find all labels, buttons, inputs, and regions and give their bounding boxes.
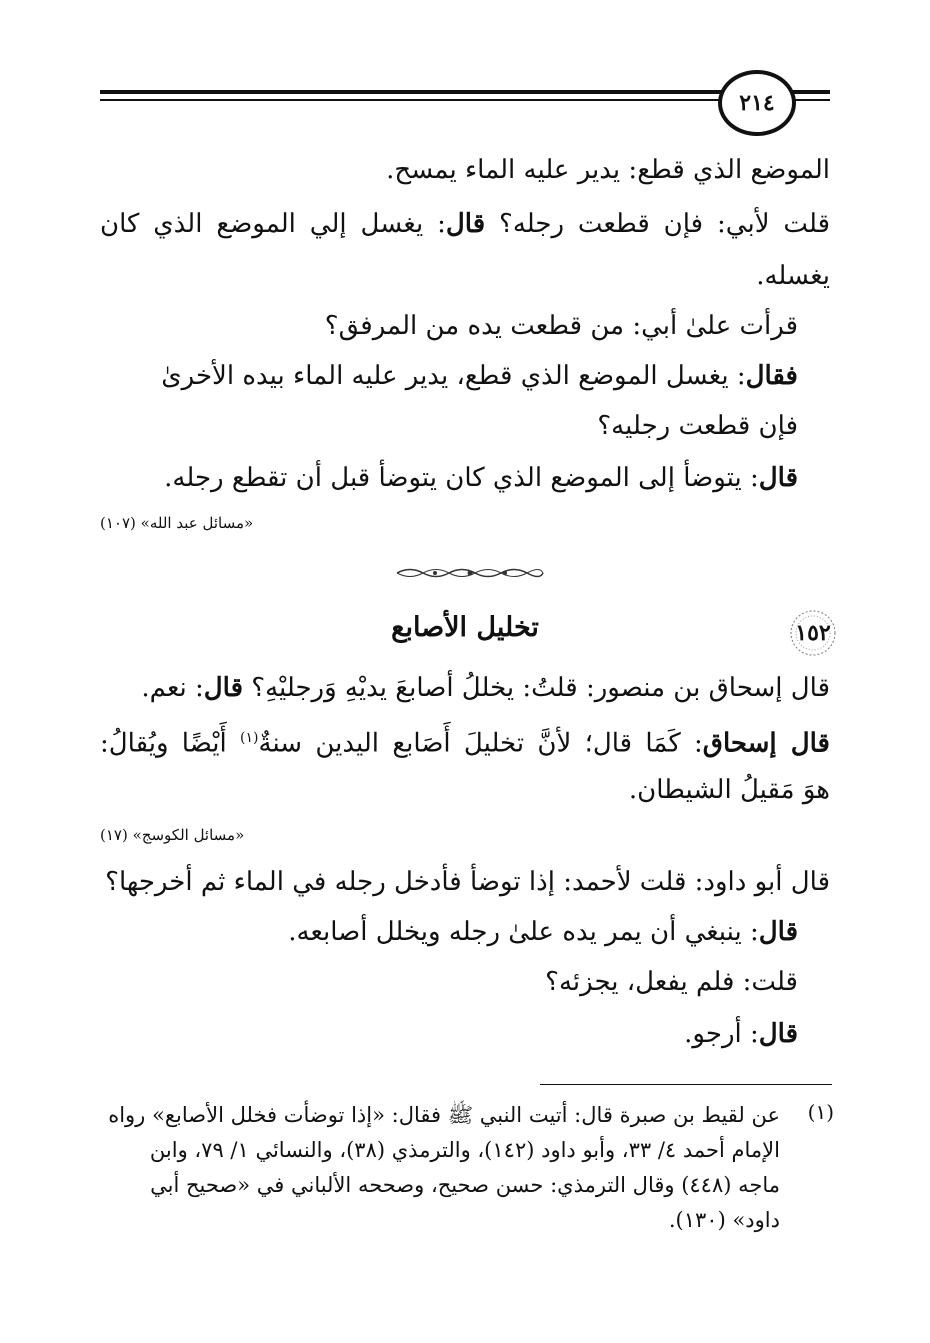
line-text: قال أبو داود: قلت لأحمد: إذا توضأ فأدخل رجله في الماء ثم أخرجها؟: [105, 867, 830, 897]
text-line: [100, 458, 798, 498]
footnote-marker: (١): [807, 1100, 834, 1124]
speaker-label: قال: [758, 1019, 798, 1049]
text-line: [100, 668, 830, 708]
line-text: فإن قطعت رجليه؟: [597, 411, 798, 441]
footnote-line: عن لقيط بن صبرة قال: أتيت النبي ﷺ فقال: «إذا توضأت فخلل الأصابع» رواه: [108, 1103, 780, 1127]
line-text: يغسله.: [756, 261, 830, 291]
text-line: [100, 1014, 798, 1054]
text-line: [100, 204, 830, 244]
speaker-label: قال: [758, 463, 798, 493]
text-line: [100, 356, 798, 396]
speaker-label: قال إسحاق: [702, 728, 830, 759]
speaker-label: قال: [445, 209, 486, 239]
text-line: [100, 862, 830, 902]
line-text: قال إسحاق بن منصور: قلتُ: يخللُ أصابعَ يديْهِ وَرجليْهِ؟: [243, 673, 830, 703]
text-line: [100, 962, 798, 1002]
footnote-line: الإمام أحمد ٤/ ٣٣، وأبو داود (١٤٢)، والترمذي (٣٨)، والنسائي ١/ ٧٩، وابن: [149, 1138, 780, 1162]
section-number: ١٥٢: [795, 620, 831, 646]
footnote-separator: [540, 1084, 832, 1085]
line-text: قلت: فلم يفعل، يجزئه؟: [545, 967, 798, 997]
line-text: : كَمَا قال؛ لأنَّ تخليلَ أَصَابع اليدين سنةٌ: [258, 728, 703, 759]
line-text: : يغسل الموضع الذي قطع، يدير عليه الماء بيده الأخرىٰ: [161, 361, 746, 391]
page-number-badge: [718, 70, 796, 136]
line-text: : نعم.: [141, 673, 204, 703]
line-text: : يغسل إلي الموضع الذي كان: [100, 209, 446, 239]
text-line: [100, 718, 830, 764]
line-text: هوَ مَقيلُ الشيطان.: [628, 775, 830, 805]
line-text: : يتوضأ إلى الموضع الذي كان يتوضأ قبل أن تقطع رجله.: [164, 463, 759, 493]
line-text: الموضع الذي قطع: يدير عليه الماء يمسح.: [386, 155, 830, 185]
footnote-line: ماجه (٤٤٨) وقال الترمذي: حسن صحيح، وصححه الألباني في «صحيح أبي: [150, 1173, 780, 1197]
line-text: قرأت علىٰ أبي: من قطعت يده من المرفق؟: [324, 311, 798, 341]
text-line: [100, 912, 798, 952]
line-text: أَيْضًا ويُقالُ:: [100, 728, 241, 759]
source-text: «مسائل عبد الله» (١٠٧): [100, 514, 254, 532]
text-line: [100, 770, 830, 810]
line-text: : أرجو.: [684, 1019, 759, 1049]
divider-ornament: [395, 566, 545, 580]
line-text: : ينبغي أن يمر يده علىٰ رجله ويخلل أصابعه.: [288, 917, 759, 947]
speaker-label: قال: [203, 673, 244, 703]
line-text: قلت لأبي: فإن قطعت رجله؟: [485, 209, 831, 239]
speaker-label: قال: [758, 917, 798, 947]
source-citation: [100, 826, 830, 844]
footnote-ref[interactable]: (١): [240, 730, 259, 746]
text-line: [100, 256, 830, 296]
source-citation: [100, 514, 830, 532]
text-line: [100, 406, 798, 446]
source-text: «مسائل الكوسج» (١٧): [100, 826, 245, 844]
section-title: تخليل الأصابع: [391, 612, 539, 643]
text-line: [100, 150, 830, 190]
text-line: [100, 306, 798, 346]
page-number: ٢١٤: [739, 90, 775, 116]
footnote-line: داود» (١٣٠).: [668, 1208, 780, 1232]
speaker-label: فقال: [745, 361, 798, 391]
section-number-badge: [788, 608, 838, 658]
